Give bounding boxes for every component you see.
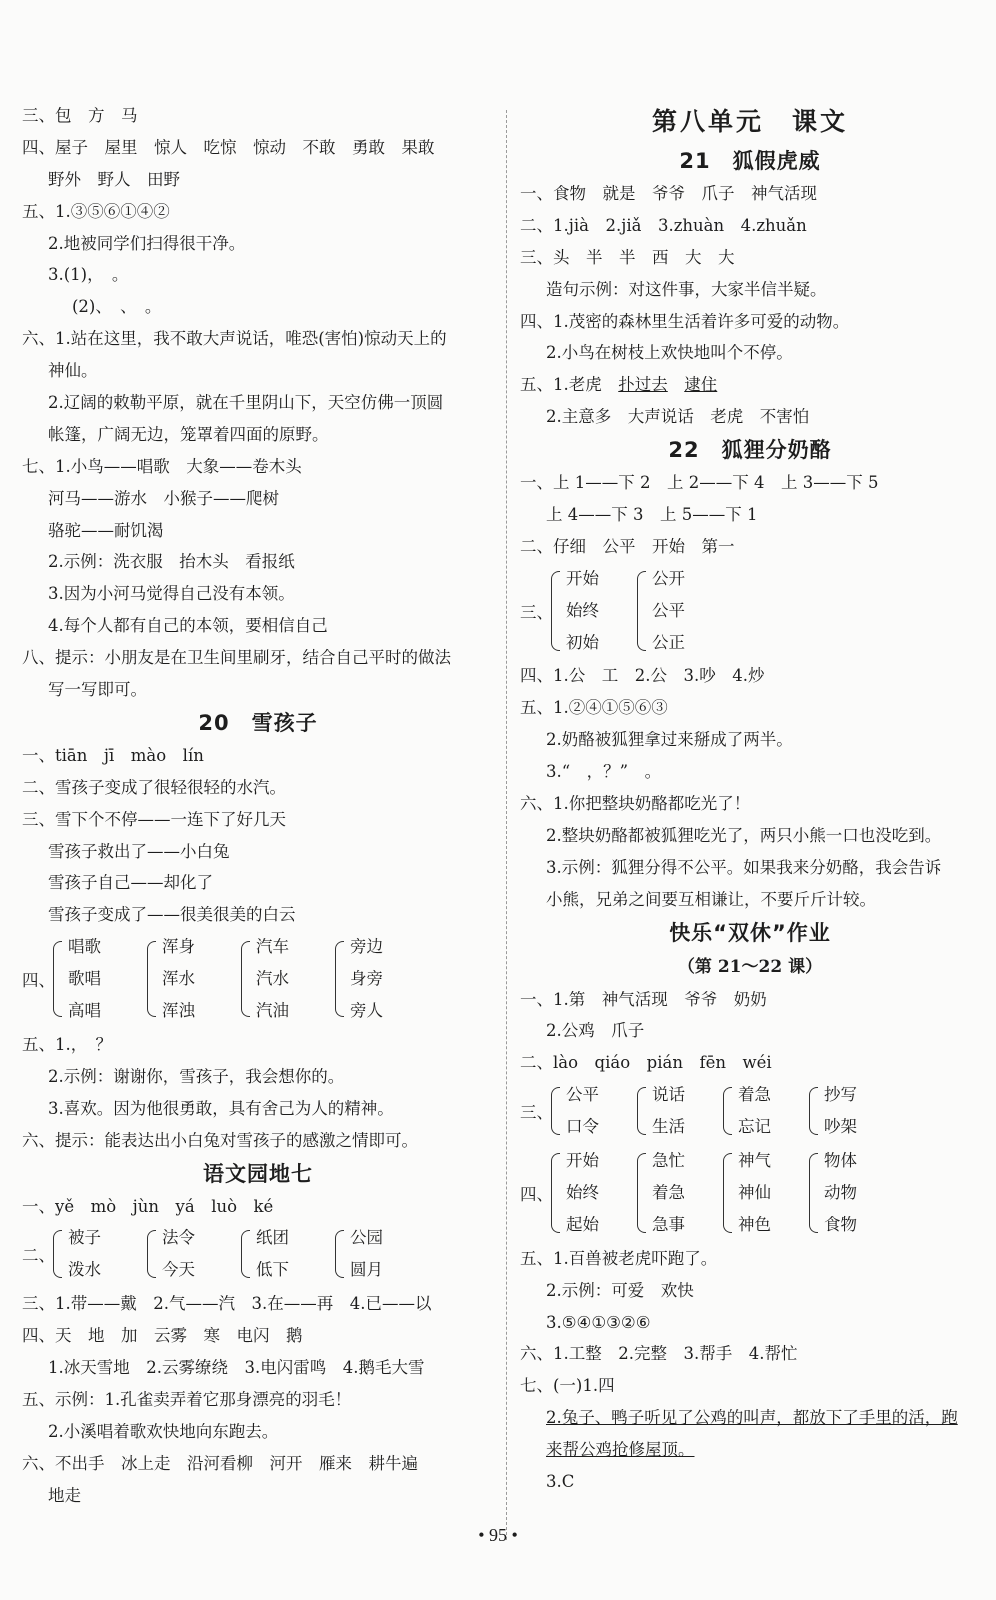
brace [803,1084,821,1138]
answer-line: 六、1.站在这里，我不敢大声说话，唯恐(害怕)惊动天上的 [22,329,447,349]
answer-line: 一、食物 就是 爷爷 爪子 神气活现 [520,184,817,203]
word: 始终 [566,1182,599,1202]
answer-line: 2.地被同学们扫得很干净。 [48,233,246,253]
word: 纸团 [256,1228,289,1248]
word: 急事 [652,1214,685,1234]
section-title: 语文园地七 [203,1161,313,1186]
answer-line: 2.小鸟在树枝上欢快地叫个不停。 [546,343,793,363]
answer-line: 上 4——下 3 上 5——下 1 [546,505,758,525]
underlined-answer-line: 来帮公鸡抢修屋顶。 [546,1440,695,1460]
brace [329,938,347,1020]
word: 着急 [738,1085,771,1105]
word: 食物 [824,1214,857,1234]
word: 神气 [738,1151,771,1171]
answer-line: (2)、 、 。 [72,297,162,317]
answer-line: 七、1.小鸟——唱歌 大象——卷木头 [22,456,302,476]
brace [235,1227,253,1281]
word: 始终 [566,600,599,620]
answer-line: 二、lào qiáo pián fēn wéi [520,1053,772,1073]
answer-line: 野外 野人 田野 [48,169,180,189]
word: 被子 [68,1228,101,1248]
word-group-three [520,563,980,659]
lesson-title: 20 雪孩子 [198,710,318,735]
answer-line: 八、提示：小朋友是在卫生间里刷牙，结合自己平时的做法 [22,648,451,668]
group-label: 三、 [520,1103,553,1123]
unit-title: 第八单元 课文 [651,107,848,136]
answer-line: 五、示例：1.孔雀卖弄着它那身漂亮的羽毛！ [22,1389,352,1409]
word: 旁人 [350,1001,383,1021]
word: 抄写 [824,1085,857,1105]
word: 法令 [162,1228,195,1248]
answer-line: 3.“ ，？” 。 [546,762,662,782]
separator [668,375,685,394]
answer-line: 六、1.你把整块奶酪都吃光了！ [520,794,751,814]
word: 着急 [652,1182,685,1202]
underlined-answer-line: 2.兔子、鸭子听见了公鸡的叫声，都放下了手里的活，跑 [546,1408,958,1428]
word: 今天 [162,1260,195,1280]
right-column [520,100,980,1498]
section-subtitle: （第 21～22 课） [677,956,823,977]
brace [803,1150,821,1236]
word: 神色 [738,1214,771,1234]
brace [717,1084,735,1138]
word: 起始 [566,1214,599,1234]
group-label: 二、 [22,1246,55,1266]
brace [329,1227,347,1281]
answer-line: 六、1.工整 2.完整 3.帮手 4.帮忙 [520,1344,798,1364]
brace [631,1150,649,1236]
brace [631,1084,649,1138]
answer-line: 雪孩子自己——却化了 [48,873,213,893]
answer-line: 3.喜欢。因为他很勇敢，具有舍己为人的精神。 [48,1098,394,1118]
answer-line: 一、yě mò jùn yá luò ké [22,1196,274,1216]
word: 浑水 [162,969,195,989]
word: 泼水 [68,1260,101,1280]
answer-line: 二、1.jià 2.jiǎ 3.zhuàn 4.zhuǎn [520,215,807,235]
group-label: 四、 [520,1184,553,1204]
answer-line: 二、仔细 公平 开始 第一 [520,536,735,556]
answer-line: 七、(一)1.四 [520,1376,615,1396]
column-divider [506,110,507,1540]
answer-line: 3.因为小河马觉得自己没有本领。 [48,584,295,604]
answer-line: 五、1.③⑤⑥①④② [22,201,170,221]
brace [717,1150,735,1236]
word: 歌唱 [68,969,101,989]
answer-line: 2.示例：洗衣服 抬木头 看报纸 [48,552,295,572]
word: 动物 [824,1182,857,1202]
answer-line: 2.主意多 大声说话 老虎 不害怕 [546,407,810,427]
answer-line: 四、1.茂密的森林里生活着许多可爱的动物。 [520,311,850,331]
word-group-two [22,1222,494,1286]
word: 低下 [256,1260,289,1280]
answer-line: 一、1.第 神气活现 爷爷 奶奶 [520,989,767,1009]
answer-line: 2.奶酪被狐狸拿过来掰成了两半。 [546,730,793,750]
underlined-answer: 逮住 [684,375,718,395]
answer-line: 2.示例：可爱 欢快 [546,1280,694,1300]
word-group-weekend-three [520,1079,980,1143]
word: 浑身 [162,937,195,957]
word: 说话 [652,1085,685,1105]
answer-line: 4.每个人都有自己的本领，要相信自己 [48,616,328,636]
word: 公平 [566,1085,599,1105]
answer-line: 3.⑤④①③②⑥ [546,1312,651,1332]
brace [47,938,65,1020]
word: 开始 [566,568,599,588]
answer-line: 五、1.百兽被老虎吓跑了。 [520,1248,718,1268]
answer-line: 2.小溪唱着歌欢快地向东跑去。 [48,1421,279,1441]
brace [631,568,649,654]
brace [141,1227,159,1281]
word: 初始 [566,632,599,652]
word: 急忙 [652,1151,685,1171]
answer-line: 写一写即可。 [48,680,147,700]
word: 忘记 [738,1117,771,1137]
answer-line: 骆驼——耐饥渴 [48,520,164,540]
answer-line: 造句示例：对这件事，大家半信半疑。 [546,279,827,299]
brace [141,938,159,1020]
word: 公开 [652,568,685,588]
word: 生活 [652,1117,685,1137]
word: 汽水 [256,969,289,989]
answer-line: 小熊，兄弟之间要互相谦让，不要斤斤计较。 [546,889,876,909]
word: 旁边 [350,937,383,957]
brace [545,568,563,654]
answer-line: 一、上 1——下 2 上 2——下 4 上 3——下 5 [520,473,879,493]
lesson-title: 21 狐假虎威 [679,149,821,173]
word: 口令 [566,1117,599,1137]
answer-line: 3.(1)， 。 [48,265,129,285]
word: 浑浊 [162,1001,195,1021]
word: 公正 [652,632,685,652]
answer-line: 3.C [546,1471,575,1491]
word: 公平 [652,600,685,620]
answer-line: 六、不出手 冰上走 沿河看柳 河开 雁来 耕牛遍 [22,1453,418,1473]
word: 圆月 [350,1260,383,1280]
answer-line: 2.辽阔的敕勒平原，就在千里阴山下，天空仿佛一顶圆 [48,393,444,413]
answer-line: 四、天 地 加 云雾 寒 电闪 鹅 [22,1326,303,1346]
answer-line: 三、头 半 半 西 大 大 [520,247,735,267]
answer-line: 河马——游水 小猴子——爬树 [48,488,279,508]
answer-line: 三、包 方 马 [22,106,138,125]
answer-line: 六、提示：能表达出小白兔对雪孩子的感激之情即可。 [22,1130,418,1150]
page-number: • 95 • [478,1525,518,1545]
brace [545,1084,563,1138]
brace [235,938,253,1020]
answer-line: 地走 [48,1485,81,1505]
answer-line: 雪孩子变成了——很美很美的白云 [48,905,296,925]
answer-line: 雪孩子救出了——小白兔 [48,841,230,861]
answer-line: 帐篷，广阔无边，笼罩着四面的原野。 [48,424,329,444]
lesson-title: 22 狐狸分奶酪 [668,438,832,463]
answer-line: 3.示例：狐狸分得不公平。如果我来分奶酪，我会告诉 [546,857,942,877]
word: 物体 [824,1151,857,1171]
answer-line: 二、雪孩子变成了很轻很轻的水汽。 [22,777,286,797]
word: 高唱 [68,1001,101,1021]
answer-line: 三、雪下个不停——一连下了好几天 [22,809,286,829]
answer-line: 四、屋子 屋里 惊人 吃惊 惊动 不敢 勇敢 果敢 [22,137,435,157]
word-group-weekend-four [520,1145,980,1241]
answer-line: 神仙。 [48,361,98,381]
answer-line: 2.示例：谢谢你，雪孩子，我会想你的。 [48,1066,345,1086]
word: 公园 [350,1228,383,1248]
answer-line: 1.冰天雪地 2.云雾缭绕 3.电闪雷鸣 4.鹅毛大雪 [48,1357,425,1377]
answer-line: 三、1.带——戴 2.气——汽 3.在——再 4.已——以 [22,1294,432,1314]
word: 汽车 [256,937,289,957]
group-label: 三、 [520,602,553,622]
brace [47,1227,65,1281]
answer-line: 四、1.公 工 2.公 3.吵 4.炒 [520,666,765,686]
word: 开始 [566,1151,599,1171]
word-group-four [22,931,494,1027]
answer-line: 五、1.， ？ [22,1034,112,1054]
word: 吵架 [824,1117,857,1137]
answer-prefix: 五、1.老虎 [520,375,619,395]
answer-line [520,369,980,401]
word: 身旁 [350,969,383,989]
answer-line: 五、1.②④①⑤⑥③ [520,698,668,718]
group-label: 四、 [22,971,55,991]
word: 唱歌 [68,937,101,957]
underlined-answer: 扑过去 [618,375,668,395]
brace [545,1150,563,1236]
section-title: 快乐“双休”作业 [669,920,831,945]
word: 汽油 [256,1001,289,1021]
answer-line: 2.公鸡 爪子 [546,1021,645,1041]
answer-line: 一、tiān jī mào lín [22,745,204,765]
word: 神仙 [738,1182,771,1202]
left-column [22,100,494,1511]
answer-line: 2.整块奶酪都被狐狸吃光了，两只小熊一口也没吃到。 [546,825,942,845]
